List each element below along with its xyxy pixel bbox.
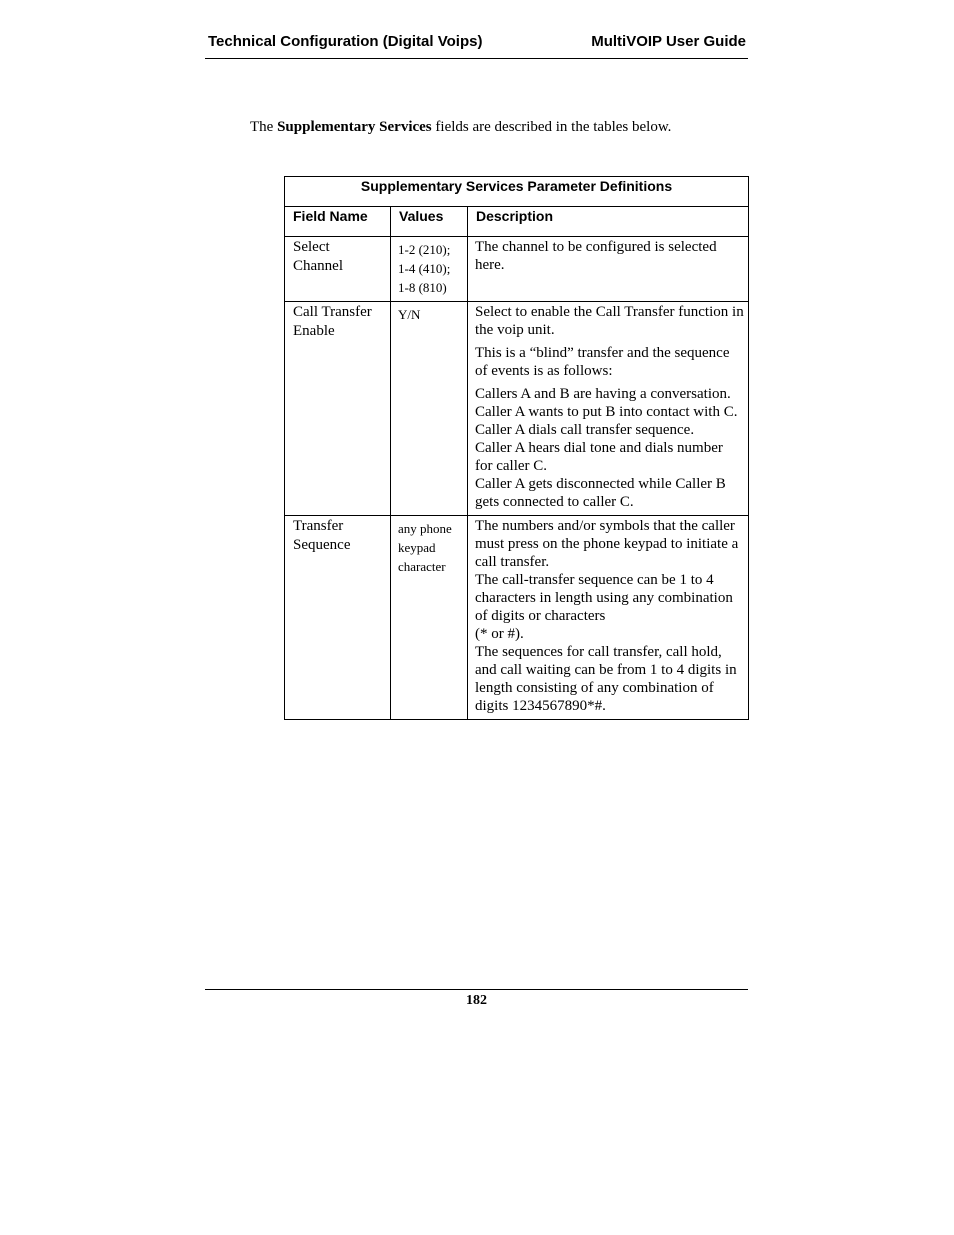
value-line: 1-8 (810) <box>398 280 447 295</box>
description-cell <box>468 516 749 720</box>
intro-paragraph <box>250 119 671 136</box>
value-line: 1-4 (410); <box>398 261 451 276</box>
table-caption: Supplementary Services Parameter Definitions <box>285 177 749 207</box>
column-header-description: Description <box>468 207 749 237</box>
description-paragraph <box>475 303 744 339</box>
column-header-values: Values <box>391 207 468 237</box>
page-footer <box>205 989 748 1009</box>
parameter-definitions-table <box>284 176 749 720</box>
field-name-line: Sequence <box>293 537 351 553</box>
values-cell <box>391 237 468 302</box>
description-line: The sequences for call transfer, call hold, and call waiting can be from 1 to 4 digits in length consisting of any combination of digits 1234567890*#. <box>475 644 737 714</box>
field-name-line: Select <box>293 239 330 255</box>
table-body <box>285 237 749 720</box>
column-header-field-name: Field Name <box>285 207 391 237</box>
field-name-line: Transfer <box>293 518 344 534</box>
value-line: Y/N <box>398 307 421 322</box>
field-name-cell <box>285 302 391 516</box>
description-line: Caller A dials call transfer sequence. <box>475 422 695 438</box>
page-header <box>205 30 748 59</box>
intro-bold: Supplementary Services <box>277 119 432 135</box>
table-row <box>285 516 749 720</box>
description-line: This is a “blind” transfer and the sequence of events is as follows: <box>475 345 730 379</box>
description-line: Caller A gets disconnected while Caller B gets connected to caller C. <box>475 476 726 510</box>
description-line: Select to enable the Call Transfer function in the voip unit. <box>475 304 744 338</box>
description-paragraph <box>475 385 744 511</box>
description-line: Caller A wants to put B into contact with C. <box>475 404 738 420</box>
description-line: (* or #). <box>475 626 524 642</box>
description-paragraph <box>475 238 744 274</box>
field-name-line: Enable <box>293 323 335 339</box>
table-header-row <box>285 207 749 237</box>
header-guide-title: MultiVOIP User Guide <box>591 33 746 50</box>
description-paragraph <box>475 344 744 380</box>
field-name-cell <box>285 516 391 720</box>
intro-post: fields are described in the tables below. <box>431 119 672 135</box>
field-name-line: Call Transfer <box>293 304 372 320</box>
description-line: Caller A hears dial tone and dials number for caller C. <box>475 440 723 474</box>
value-line: keypad <box>398 540 436 555</box>
field-name-cell <box>285 237 391 302</box>
field-name-line: Channel <box>293 258 343 274</box>
description-line: Callers A and B are having a conversation. <box>475 386 731 402</box>
table-caption-row <box>285 177 749 207</box>
description-cell <box>468 302 749 516</box>
header-section-title: Technical Configuration (Digital Voips) <box>208 33 483 50</box>
page-number: 182 <box>466 993 487 1008</box>
description-line: The call-transfer sequence can be 1 to 4 characters in length using any combination of digits or characters <box>475 572 733 624</box>
description-line: The channel to be configured is selected here. <box>475 239 717 273</box>
values-cell <box>391 516 468 720</box>
values-cell <box>391 302 468 516</box>
value-line: character <box>398 559 446 574</box>
intro-pre: The <box>250 119 278 135</box>
description-paragraph <box>475 517 744 715</box>
value-line: 1-2 (210); <box>398 242 451 257</box>
description-cell <box>468 237 749 302</box>
table-row <box>285 237 749 302</box>
value-line: any phone <box>398 521 452 536</box>
description-line: The numbers and/or symbols that the caller must press on the phone keypad to initiate a call transfer. <box>475 518 739 570</box>
table-row <box>285 302 749 516</box>
